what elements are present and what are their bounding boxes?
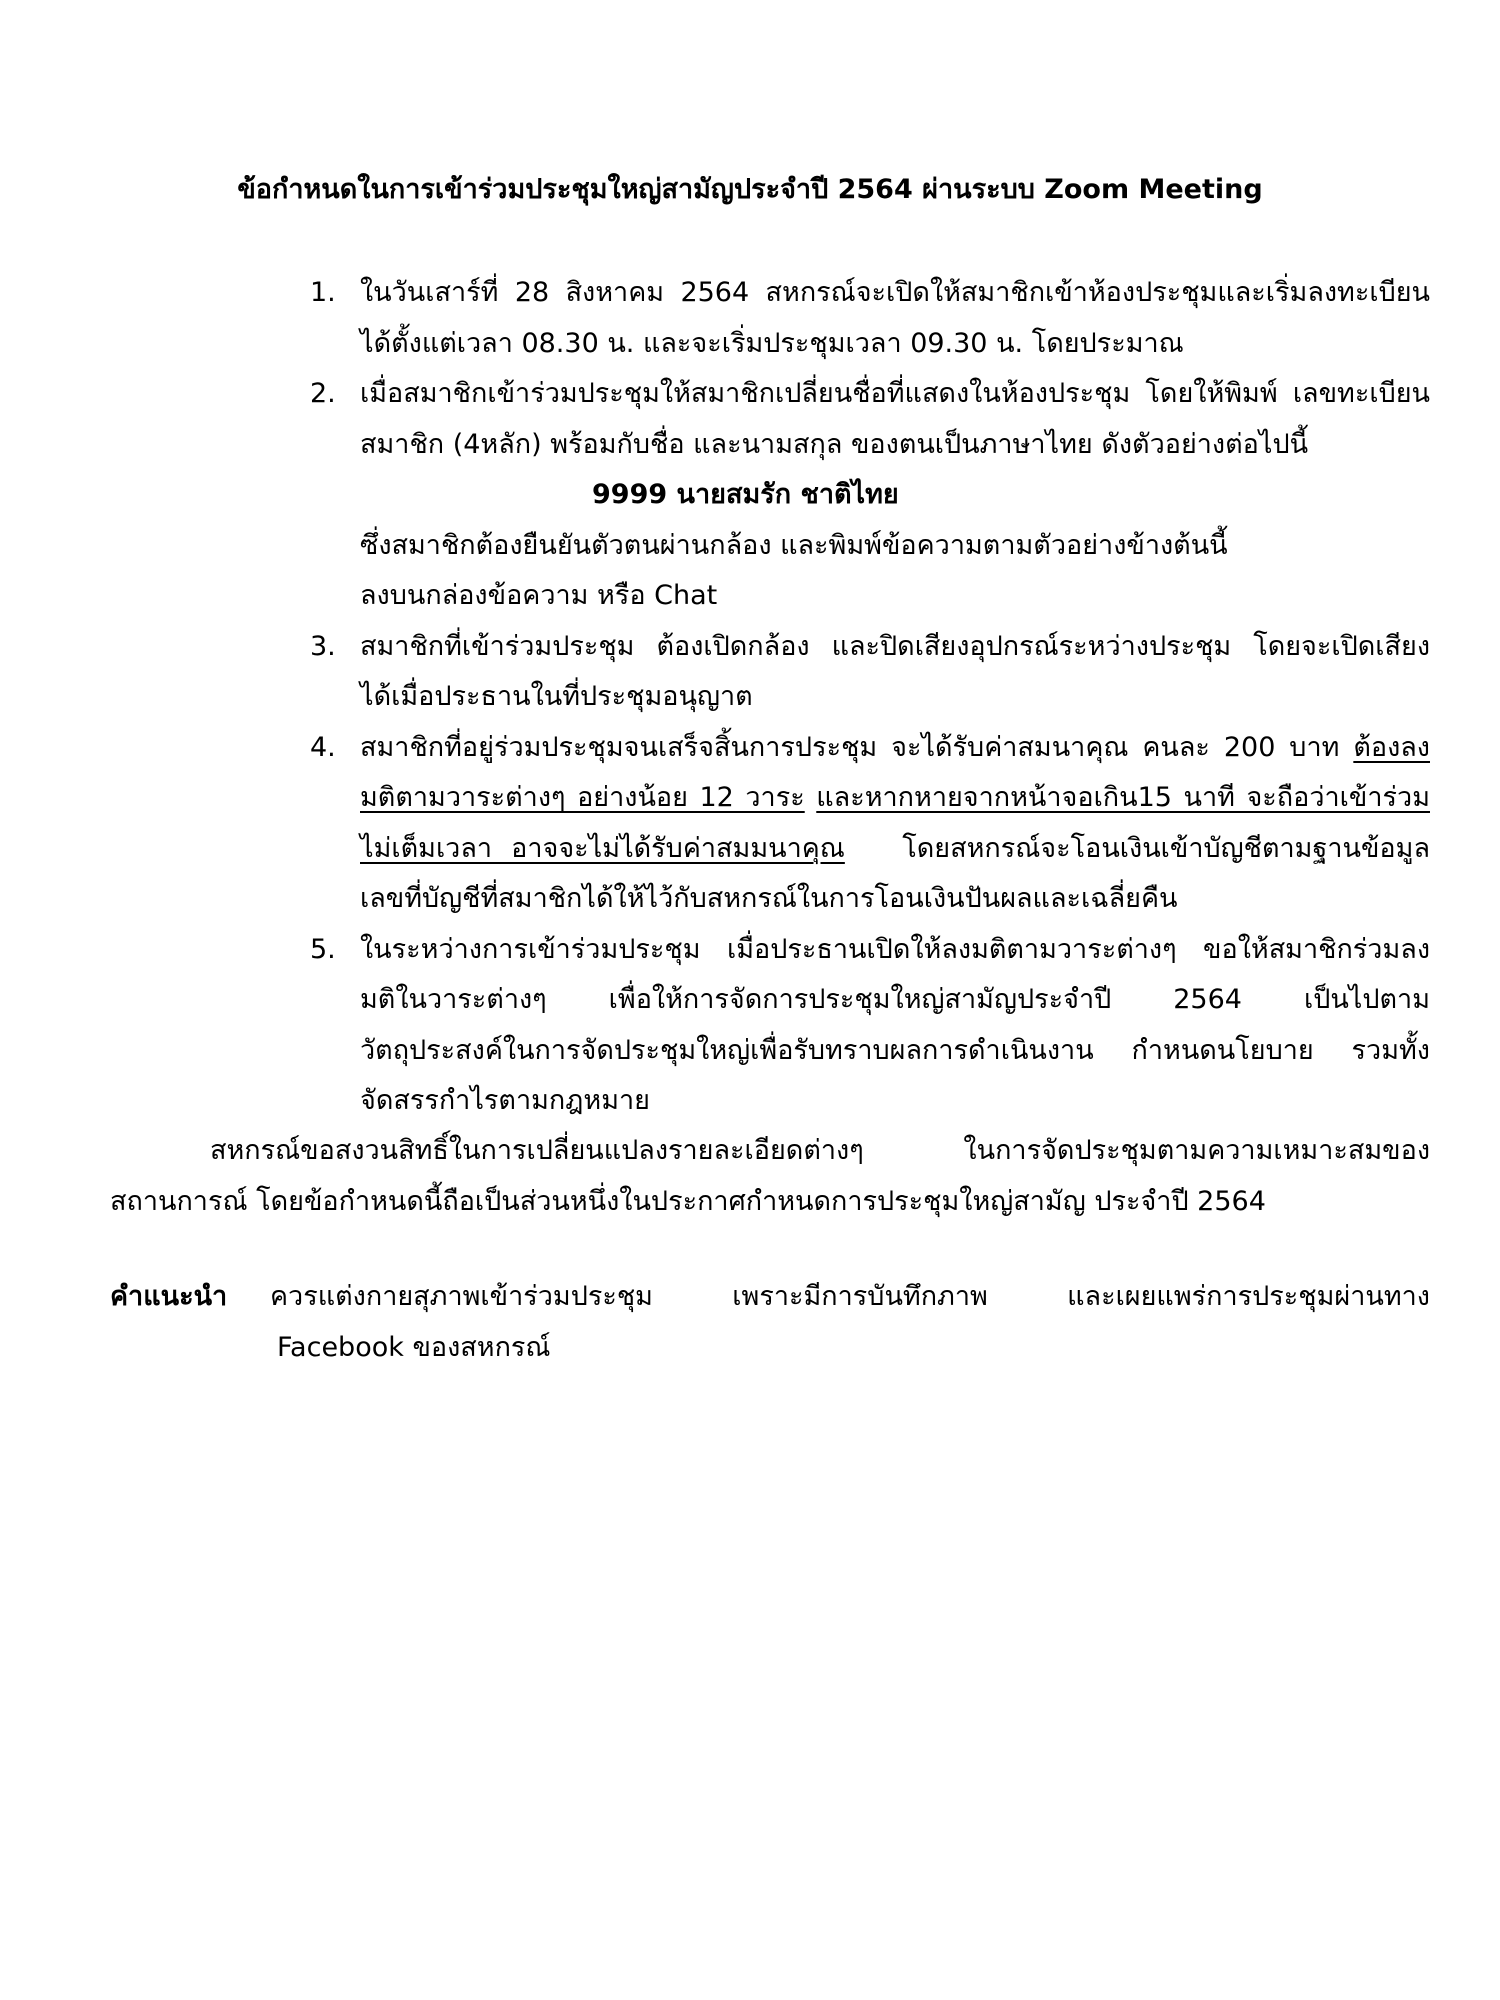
item-text-line: ลงบนกล่องข้อความ หรือ Chat <box>360 580 718 611</box>
item-text-line: ในระหว่างการเข้าร่วมประชุม เมื่อประธานเปิดให้ลงมติตามวาระต่างๆ ขอให้สมาชิกร่วมลง <box>360 933 1430 965</box>
item-text-line <box>360 824 1430 875</box>
example-display-name: 9999 นายสมรัก ชาติไทย <box>592 479 899 510</box>
item-text-line: ในวันเสาร์ที่ 28 สิงหาคม 2564 สหกรณ์จะเปิดให้สมาชิกเข้าห้องประชุมและเริ่มลงทะเบียน <box>360 277 1430 308</box>
advice-line: ควรแต่งกายสุภาพเข้าร่วมประชุม เพราะมีการบันทึกภาพ และเผยแพร่การประชุมผ่านทาง <box>270 1281 1430 1312</box>
item-text-underlined: มติตามวาระต่างๆ อย่างน้อย 12 วาระ <box>360 782 805 813</box>
list-item-2 <box>300 369 1430 622</box>
item-text-line: ซึ่งสมาชิกต้องยืนยันตัวตนผ่านกล้อง และพิมพ์ข้อความตามตัวอย่างข้างต้นนี้ <box>360 529 1228 561</box>
closing-line: สถานการณ์ โดยข้อกำหนดนี้ถือเป็นส่วนหนึ่งในประกาศกำหนดการประชุมใหญ่สามัญ ประจำปี 2564 <box>110 1185 1266 1217</box>
item-number: 1. <box>310 277 336 308</box>
item-text-line: เลขที่บัญชีที่สมาชิกได้ให้ไว้กับสหกรณ์ในการโอนเงินปันผลและเฉลี่ยคืน <box>360 883 1178 914</box>
item-number: 3. <box>310 630 336 662</box>
item-text-line: วัตถุประสงค์ในการจัดประชุมใหญ่เพื่อรับทราบผลการดำเนินงาน กำหนดนโยบาย รวมทั้ง <box>360 1034 1430 1066</box>
closing-paragraph <box>110 1126 1430 1227</box>
item-number: 4. <box>310 731 336 763</box>
item-number: 2. <box>310 378 336 409</box>
list-item-1 <box>300 268 1430 369</box>
item-text-line: สมาชิกที่เข้าร่วมประชุม ต้องเปิดกล้อง และปิดเสียงอุปกรณ์ระหว่างประชุม โดยจะเปิดเสียง <box>360 630 1430 662</box>
list-item-5 <box>300 925 1430 1127</box>
item-text-plain: สมาชิกที่อยู่ร่วมประชุมจนเสร็จสิ้นการประชุม จะได้รับค่าสมนาคุณ คนละ 200 บาท <box>360 731 1354 763</box>
advice-line: Facebook ของสหกรณ์ <box>277 1331 551 1363</box>
item-text-plain: โดยสหกรณ์จะโอนเงินเข้าบัญชีตามฐานข้อมูล <box>902 832 1430 864</box>
list-item-3 <box>300 622 1430 723</box>
item-text-line <box>360 723 1430 774</box>
item-text-line: เมื่อสมาชิกเข้าร่วมประชุมให้สมาชิกเปลี่ยนชื่อที่แสดงในห้องประชุม โดยให้พิมพ์ เลขทะเบียน <box>360 378 1430 409</box>
item-text-line: ได้ตั้งแต่เวลา 08.30 น. และจะเริ่มประชุมเวลา 09.30 น. โดยประมาณ <box>360 327 1184 359</box>
item-text-line: สมาชิก (4หลัก) พร้อมกับชื่อ และนามสกุล ของตนเป็นภาษาไทย ดังตัวอย่างต่อไปนี้ <box>360 428 1309 460</box>
item-text-underlined: และหากหายจากหน้าจอเกิน15 นาที จะถือว่าเข้าร่วม <box>816 782 1430 813</box>
advice-section <box>110 1272 1430 1373</box>
item-text-line: จัดสรรกำไรตามกฎหมาย <box>360 1085 650 1116</box>
advice-label: คำแนะนำ <box>110 1281 228 1312</box>
requirements-list <box>300 268 1430 1127</box>
list-item-4 <box>300 723 1430 925</box>
closing-line: สหกรณ์ขอสงวนสิทธิ์ในการเปลี่ยนแปลงรายละเอียดต่างๆ ในการจัดประชุมตามความเหมาะสมของ <box>210 1135 1430 1166</box>
item-text-underlined: ไม่เต็มเวลา อาจจะไม่ได้รับค่าสมมนาคุณ <box>360 832 845 864</box>
item-text-line <box>360 773 1430 824</box>
item-number: 5. <box>310 933 336 965</box>
document-title: ข้อกำหนดในการเข้าร่วมประชุมใหญ่สามัญประจำปี 2564 ผ่านระบบ Zoom Meeting <box>237 174 1263 205</box>
advice-body <box>270 1272 1430 1373</box>
item-text-line: มติในวาระต่างๆ เพื่อให้การจัดการประชุมใหญ่สามัญประจำปี 2564 เป็นไปตาม <box>360 984 1430 1015</box>
item-text-underlined: ต้องลง <box>1353 731 1430 763</box>
item-text-line: ได้เมื่อประธานในที่ประชุมอนุญาต <box>360 681 753 712</box>
